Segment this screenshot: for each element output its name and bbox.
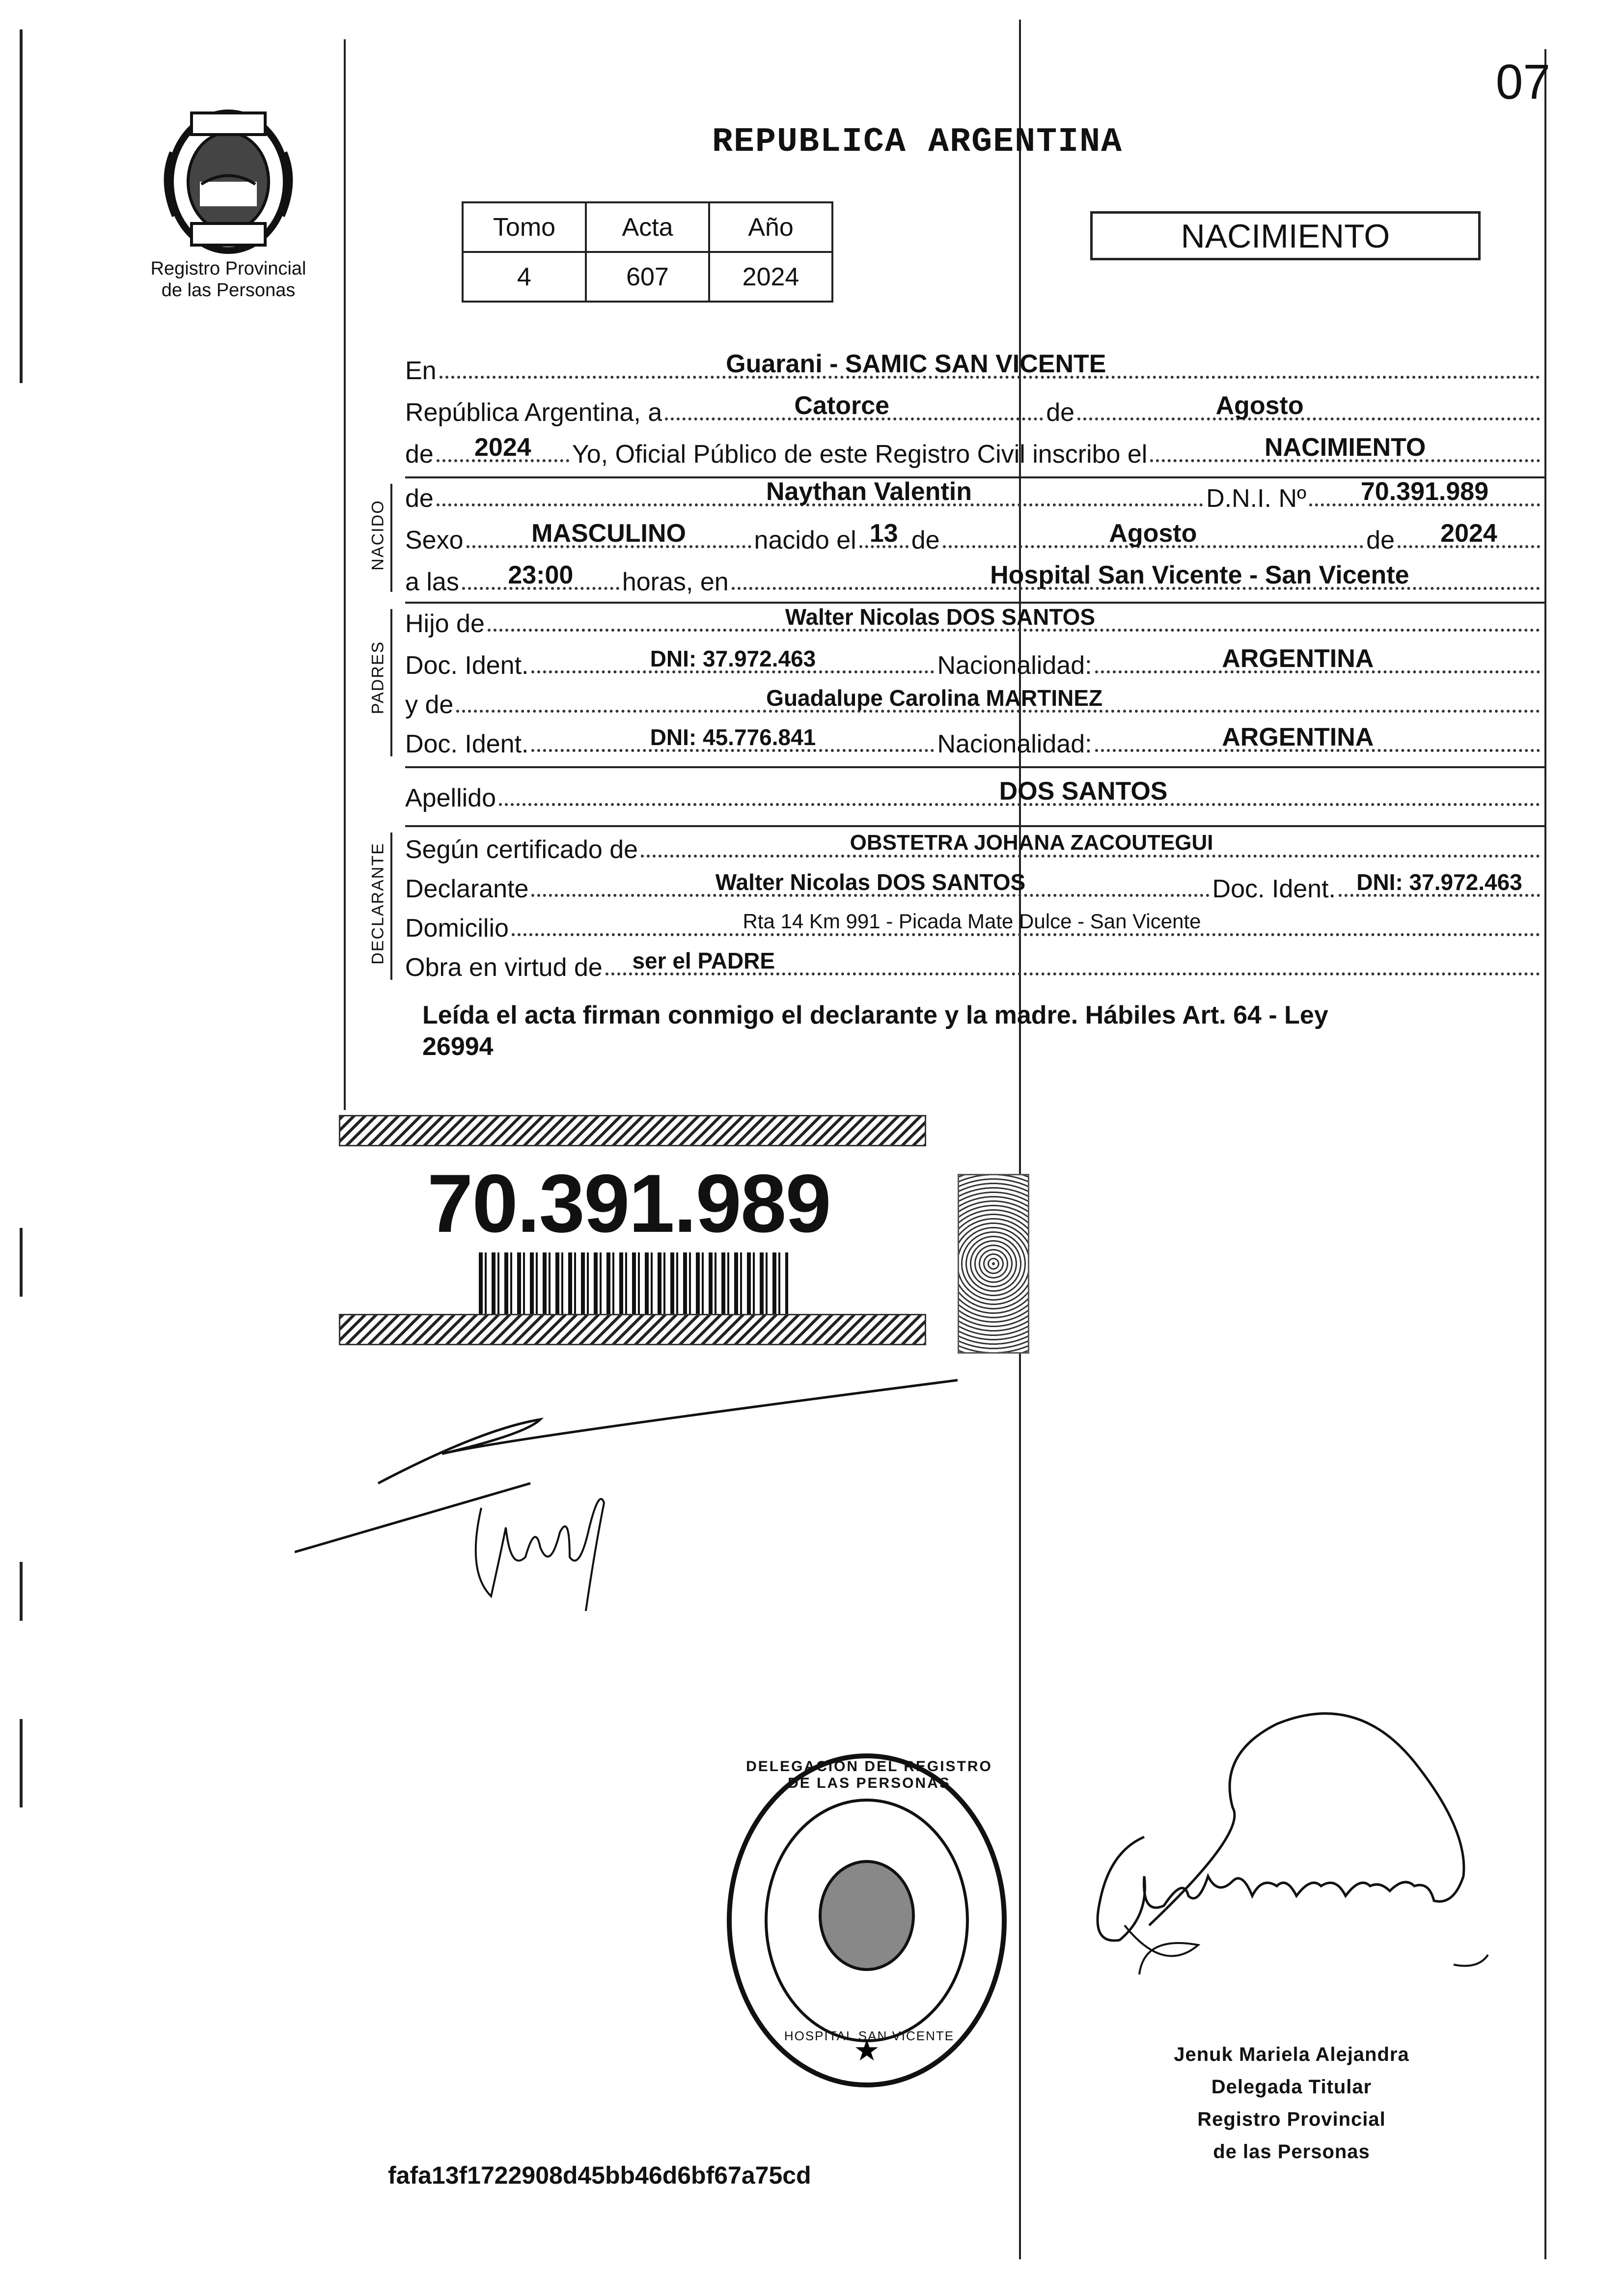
- field-hora: 23:00: [508, 561, 574, 589]
- label-de-anio-nac: de: [1366, 526, 1395, 555]
- row-madre-doc: [405, 720, 1543, 759]
- scan-edge-line: [20, 1562, 23, 1621]
- label-yo-oficial: Yo, Oficial Público de este Registro Civil inscribo el: [572, 440, 1148, 469]
- label-doc-ident-padre: Doc. Ident.: [405, 651, 529, 680]
- section-bar-nacido: [390, 484, 392, 592]
- row-sexo-nacimiento: [405, 516, 1543, 555]
- agency-name-line1: Registro Provincial: [150, 258, 306, 279]
- row-nombre: [405, 474, 1543, 513]
- label-nacionalidad-padre: Nacionalidad:: [937, 651, 1092, 680]
- official-signature-block: [1139, 2038, 1444, 2168]
- field-tipo-inscripcion: NACIMIENTO: [1264, 433, 1426, 462]
- field-sexo: MASCULINO: [531, 519, 686, 548]
- row-apellido: [405, 774, 1543, 813]
- closing-text-line1: Leída el acta firman conmigo el declarante y la madre. Hábiles Art. 64 - Ley: [422, 1001, 1328, 1029]
- scan-edge-line: [20, 1228, 23, 1297]
- label-declarante: Declarante: [405, 875, 529, 903]
- label-segun-certificado: Según certificado de: [405, 835, 638, 864]
- field-obra-en-virtud: ser el PADRE: [632, 948, 775, 973]
- row-hora-lugar: [405, 557, 1543, 597]
- row-domicilio: [405, 904, 1543, 943]
- official-signature: [1021, 1670, 1513, 2024]
- table-header-acta: Acta: [586, 202, 709, 252]
- field-anio-nacimiento: 2024: [1440, 519, 1497, 548]
- row-madre: [405, 680, 1543, 720]
- section-label-nacido: NACIDO: [368, 500, 387, 571]
- field-dia-nacimiento: 13: [869, 519, 898, 548]
- separator: [405, 766, 1545, 768]
- hologram-pattern: [958, 1174, 1029, 1354]
- agency-name-line2: de las Personas: [161, 280, 296, 301]
- row-declarante: [405, 864, 1543, 904]
- field-padre-doc: DNI: 37.972.463: [650, 646, 816, 671]
- label-domicilio: Domicilio: [405, 914, 509, 943]
- label-sexo: Sexo: [405, 526, 464, 555]
- field-dni: 70.391.989: [1360, 477, 1489, 506]
- barcode: [479, 1252, 788, 1316]
- field-lugar-nacimiento: Hospital San Vicente - San Vicente: [990, 561, 1409, 589]
- scan-edge-line: [20, 29, 23, 383]
- margin-line: [344, 39, 346, 1110]
- label-en: En: [405, 357, 437, 385]
- agency-name: [113, 258, 344, 301]
- field-padre: Walter Nicolas DOS SANTOS: [785, 604, 1096, 630]
- security-band-top: [339, 1115, 926, 1146]
- country-title: REPUBLICA ARGENTINA: [712, 123, 1123, 162]
- row-inscripcion: [405, 430, 1543, 469]
- field-declarante-doc: DNI: 37.972.463: [1356, 869, 1522, 895]
- table-header-tomo: Tomo: [463, 202, 586, 252]
- label-nacionalidad-madre: Nacionalidad:: [937, 730, 1092, 758]
- field-declarante: Walter Nicolas DOS SANTOS: [715, 869, 1026, 895]
- label-de: de: [1046, 398, 1075, 427]
- field-madre-doc: DNI: 45.776.841: [650, 724, 816, 750]
- right-edge-line: [1544, 49, 1546, 2259]
- row-certificado: [405, 825, 1543, 864]
- official-office-line2: de las Personas: [1213, 2141, 1370, 2163]
- table-header-anio: Año: [709, 202, 832, 252]
- section-bar-padres: [390, 609, 392, 756]
- field-apellido: DOS SANTOS: [999, 777, 1168, 805]
- table-value-anio: 2024: [709, 252, 832, 302]
- field-mes-nacimiento: Agosto: [1109, 519, 1197, 548]
- field-lugar: Guarani - SAMIC SAN VICENTE: [726, 350, 1106, 378]
- label-doc-ident-declarante: Doc. Ident.: [1212, 875, 1336, 903]
- label-de-nombre: de: [405, 484, 434, 513]
- stamp-outer-text: DELEGACIÓN DEL REGISTRO DE LAS PERSONAS: [746, 1758, 992, 1791]
- label-dni: D.N.I. Nº: [1206, 484, 1306, 513]
- field-dia-registro: Catorce: [794, 391, 890, 420]
- field-domicilio: Rta 14 Km 991 - Picada Mate Dulce - San Vicente: [743, 910, 1201, 933]
- label-a-las: a las: [405, 568, 459, 596]
- field-certificado: OBSTETRA JOHANA ZACOUTEGUI: [850, 831, 1213, 855]
- id-number-large: 70.391.989: [427, 1157, 830, 1250]
- closing-text: [422, 1000, 1522, 1062]
- label-republica-a: República Argentina, a: [405, 398, 662, 427]
- label-hijo-de: Hijo de: [405, 610, 485, 638]
- official-office-line1: Registro Provincial: [1197, 2109, 1386, 2130]
- label-obra-en-virtud: Obra en virtud de: [405, 953, 603, 982]
- row-lugar: [405, 346, 1543, 386]
- section-label-padres: PADRES: [368, 640, 387, 715]
- section-label-declarante: DECLARANTE: [368, 842, 387, 965]
- official-title: Delegada Titular: [1211, 2076, 1372, 2098]
- official-name: Jenuk Mariela Alejandra: [1174, 2044, 1409, 2065]
- stamp-inner-text: HOSPITAL SAN VICENTE: [784, 2028, 955, 2043]
- section-bar-declarante: [390, 833, 392, 980]
- label-nacido-el: nacido el: [754, 526, 856, 555]
- field-padre-nacionalidad: ARGENTINA: [1222, 644, 1374, 673]
- closing-text-line2: 26994: [422, 1032, 494, 1061]
- page-number: 07: [1495, 55, 1550, 110]
- field-anio-registro: 2024: [474, 433, 531, 462]
- label-doc-ident-madre: Doc. Ident.: [405, 730, 529, 758]
- label-y-de: y de: [405, 691, 454, 719]
- record-type-box: NACIMIENTO: [1090, 211, 1481, 260]
- label-de-anio: de: [405, 440, 434, 469]
- field-nombre: Naythan Valentin: [766, 477, 972, 506]
- field-madre-nacionalidad: ARGENTINA: [1222, 723, 1374, 751]
- label-horas-en: horas, en: [622, 568, 729, 596]
- scan-edge-line: [20, 1719, 23, 1807]
- record-table: [462, 201, 833, 303]
- row-fecha-registro: [405, 388, 1543, 427]
- table-value-acta: 607: [586, 252, 709, 302]
- field-madre: Guadalupe Carolina MARTINEZ: [766, 685, 1103, 711]
- field-mes-registro: Agosto: [1215, 391, 1304, 420]
- row-padre-doc: [405, 641, 1543, 680]
- agency-logo: [145, 98, 312, 255]
- row-padre: [405, 599, 1543, 639]
- declarant-signature: [295, 1365, 982, 1611]
- label-de-mes: de: [911, 526, 940, 555]
- row-obra-en-virtud: [405, 943, 1543, 982]
- svg-text:★: ★: [853, 2033, 880, 2068]
- label-apellido: Apellido: [405, 784, 496, 812]
- document-hash: fafa13f1722908d45bb46d6bf67a75cd: [388, 2162, 811, 2189]
- table-value-tomo: 4: [463, 252, 586, 302]
- security-band-bottom: [339, 1314, 926, 1345]
